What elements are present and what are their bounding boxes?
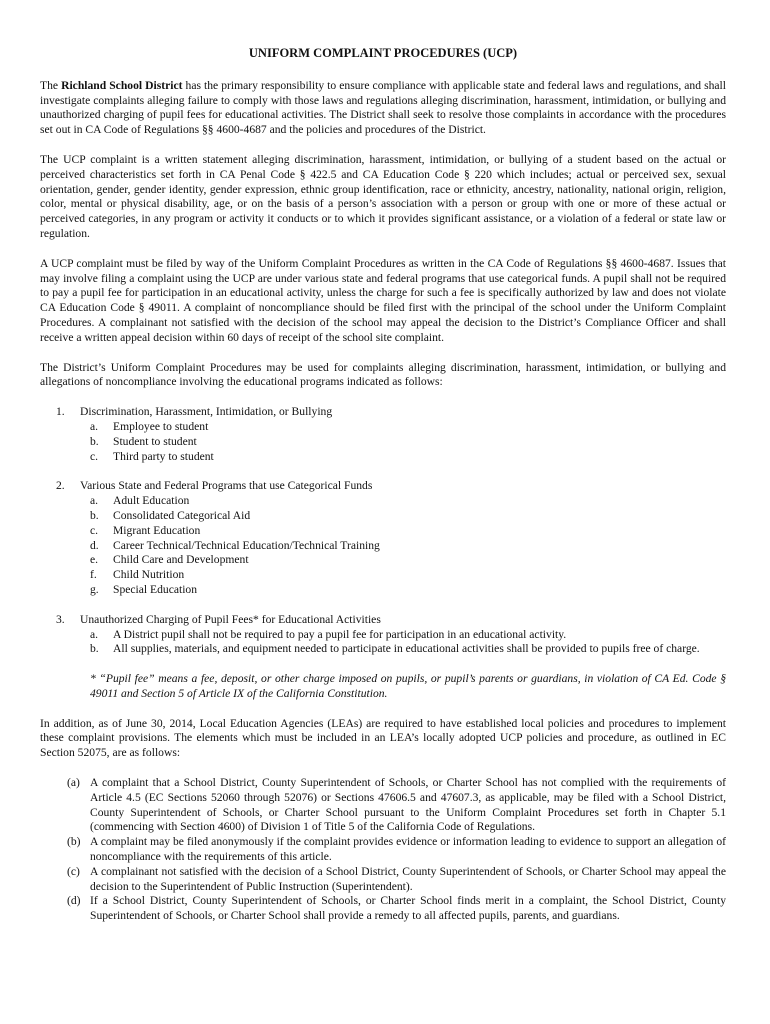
section-heading: Discrimination, Harassment, Intimidation, or Bullying bbox=[80, 405, 333, 419]
intro-rest: has the primary responsibility to ensure compliance with applicable state and federal laws and regulations, and shall investigate complaints alleging failure to comply with those laws and regulations alleging discrimination, harassment, intimidation, or bullying and unauthorized charging of pupil fees for educational activities. The District shall seek to resolve those complaints in accordance with the procedures set out in CA Code of Regulations §§ 4600-4687 and the policies and procedures of the District. bbox=[40, 78, 726, 137]
list-item: a. Adult Education bbox=[90, 494, 190, 508]
list-item: g. Special Education bbox=[90, 582, 198, 596]
intro-lead: The bbox=[40, 78, 62, 92]
program-list bbox=[40, 405, 726, 702]
list-item: b. All supplies, materials, and equipment needed to participate in educational activities shall be provided to pupils free of charge. bbox=[90, 642, 700, 656]
list-item: b. Student to student bbox=[90, 434, 197, 448]
section-heading: Unauthorized Charging of Pupil Fees* for Educational Activities bbox=[80, 612, 381, 626]
provision-item: (d) If a School District, County Superintendent of Schools, or Charter School finds merit in a complaint, the School District, County Superintendent of Schools, or Charter School shall provide a remedy to all affected pupils, parents, and guardians. bbox=[67, 894, 726, 923]
list-item: e. Child Care and Development bbox=[90, 553, 249, 567]
section-number: 1. bbox=[56, 405, 65, 419]
list-section bbox=[40, 613, 726, 702]
section-number: 2. bbox=[56, 479, 65, 493]
list-item: a. Employee to student bbox=[90, 419, 209, 433]
section-heading: Various State and Federal Programs that use Categorical Funds bbox=[80, 479, 373, 493]
list-item: f. Child Nutrition bbox=[90, 568, 185, 582]
procedures-scope-paragraph: The District’s Uniform Complaint Procedures may be used for complaints alleging discrimination, harassment, intimidation, or bullying and allegations of noncompliance involving the educational programs indicated as follows: bbox=[40, 360, 726, 389]
list-item: a. A District pupil shall not be required to pay a pupil fee for participation in an educational activity. bbox=[90, 627, 567, 641]
list-section bbox=[40, 405, 726, 464]
pupil-fee-footnote: * “Pupil fee” means a fee, deposit, or other charge imposed on pupils, or pupil’s parents or guardians, in violation of CA Ed. Code § 49011 and Section 5 of Article IX of the California Constitution. bbox=[90, 672, 726, 700]
document-page bbox=[40, 34, 726, 924]
list-item: b. Consolidated Categorical Aid bbox=[90, 508, 251, 522]
intro-paragraph bbox=[40, 79, 726, 138]
provision-item: (c) A complainant not satisfied with the decision of a School District, County Superintendent of Schools, or Charter School may appeal the decision to the Superintendent of Public Instruction (Superintendent). bbox=[67, 864, 726, 893]
list-item: c. Third party to student bbox=[90, 449, 214, 463]
provision-item: (b) A complaint may be filed anonymously if the complaint provides evidence or information leading to evidence to support an allegation of noncompliance with the requirements of this article. bbox=[67, 835, 726, 864]
document-title: UNIFORM COMPLAINT PROCEDURES (UCP) bbox=[248, 46, 518, 60]
lea-requirements-paragraph: In addition, as of June 30, 2014, Local Education Agencies (LEAs) are required to have established local policies and procedures to implement these complaint provisions. The elements which must be included in an LEA’s locally adopted UCP policies and procedure, as outlined in EC Section 52075, are as follows: bbox=[40, 716, 726, 760]
district-name: Richland School District bbox=[61, 78, 183, 92]
provisions-list bbox=[40, 776, 726, 924]
list-section bbox=[40, 479, 726, 597]
filing-paragraph: A UCP complaint must be filed by way of the Uniform Complaint Procedures as written in the CA Code of Regulations §§ 4600-4687. Issues that may involve filing a complaint using the UCP are under various state and federal programs that use categorical funds. A pupil shall not be required to pay a pupil fee for participation in an educational activity, unless the charge for such a fee is specifically authorized by law and does not violate CA Education Code § 49011. A complaint of noncompliance should be filed first with the principal of the school under the Uniform Complaint Procedures. A complainant not satisfied with the decision of the school may appeal the decision to the District’s Compliance Officer and shall receive a written appeal decision within 60 days of receipt of the school site complaint. bbox=[40, 256, 726, 344]
section-number: 3. bbox=[56, 612, 65, 626]
list-item: c. Migrant Education bbox=[90, 523, 201, 537]
provision-item: (a) A complaint that a School District, County Superintendent of Schools, or Charter School has not complied with the requirements of Article 4.5 (EC Sections 52060 through 52076) or Sections 47606.5 and 47607.3, as applicable, may be filed with a School District, County Superintendent of Schools, or Charter School pursuant to the Uniform Complaint Procedures set forth in Chapter 5.1 (commencing with Section 4600) of Division 1 of Title 5 of the California Code of Regulations. bbox=[67, 776, 726, 834]
ucp-definition-paragraph: The UCP complaint is a written statement alleging discrimination, harassment, intimidation, or bullying of a student based on the actual or perceived characteristics set forth in CA Penal Code § 422.5 and CA Education Code § 220 which includes; actual or perceived sex, sexual orientation, gender, gender identity, gender expression, ethnic group identification, race or ethnicity, ancestry, nationality, national origin, religion, color, mental or physical disability, age, or on the basis of a person’s association with a person or group with one or more of these actual or perceived categories, in any program or activity it conducts or to which it provides significant assistance, or a violation of a federal or state law or regulation. bbox=[40, 152, 726, 240]
list-item: d. Career Technical/Technical Education/Technical Training bbox=[90, 538, 380, 552]
